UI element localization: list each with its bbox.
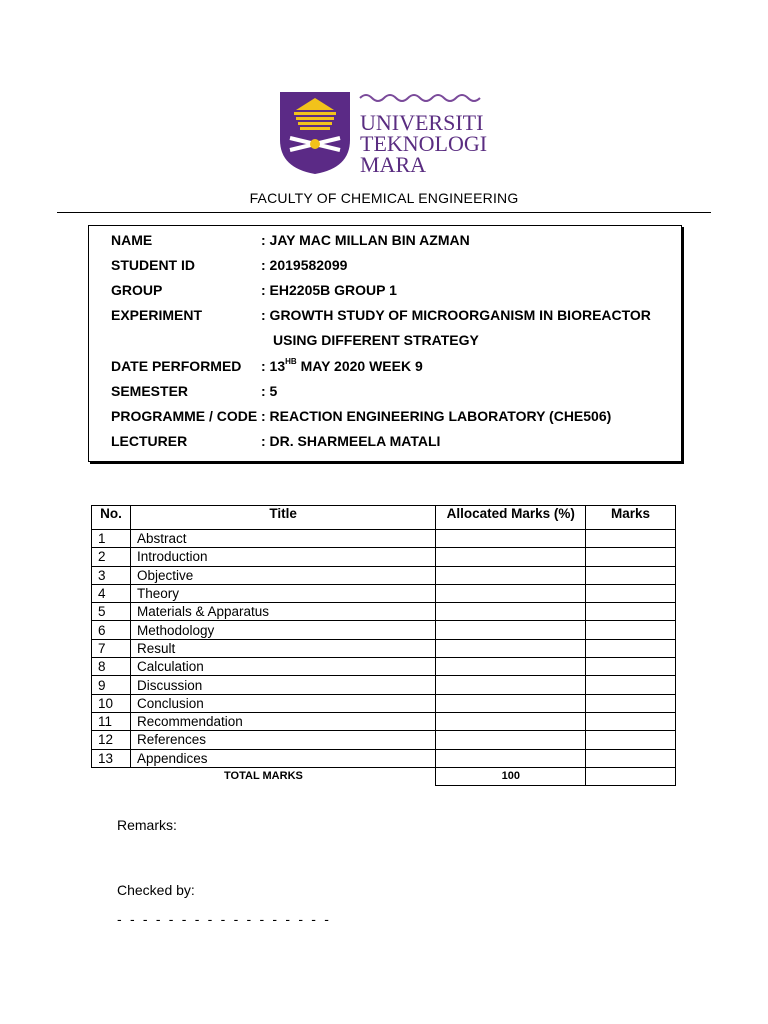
row-title: Methodology (130, 621, 435, 639)
row-title: Discussion (130, 676, 435, 694)
row-title: Conclusion (130, 694, 435, 712)
header-marks: Marks (586, 506, 676, 530)
row-title: Calculation (130, 658, 435, 676)
marks-table (91, 505, 676, 786)
row-number: 7 (92, 639, 131, 657)
row-number: 8 (92, 658, 131, 676)
row-allocated-marks-cell (436, 712, 586, 730)
row-marks-cell (586, 584, 676, 602)
row-allocated-marks-cell (436, 676, 586, 694)
info-label: PROGRAMME / CODE (111, 408, 258, 424)
info-value: USING DIFFERENT STRATEGY (273, 332, 479, 348)
row-allocated-marks-cell (436, 566, 586, 584)
row-title: Appendices (130, 749, 435, 767)
row-marks-cell (586, 530, 676, 548)
signature-line: - - - - - - - - - - - - - - - - - (117, 911, 332, 927)
row-number: 3 (92, 566, 131, 584)
row-title: References (130, 731, 435, 749)
info-value (261, 358, 423, 374)
student-info-box (88, 225, 682, 462)
table-row (92, 694, 676, 712)
row-allocated-marks-cell (436, 584, 586, 602)
table-row (92, 712, 676, 730)
info-value: : EH2205B GROUP 1 (261, 282, 397, 298)
table-row (92, 731, 676, 749)
remarks-label: Remarks: (117, 817, 177, 833)
row-number: 11 (92, 712, 131, 730)
row-marks-cell (586, 712, 676, 730)
info-label: GROUP (111, 282, 163, 298)
row-number: 13 (92, 749, 131, 767)
info-label: EXPERIMENT (111, 307, 203, 323)
row-number: 9 (92, 676, 131, 694)
total-marks-cell (586, 767, 676, 785)
svg-text:TEKNOLOGI: TEKNOLOGI (360, 131, 488, 156)
row-number: 1 (92, 530, 131, 548)
row-title: Materials & Apparatus (130, 603, 435, 621)
total-label: TOTAL MARKS (224, 770, 303, 783)
info-value: : 2019582099 (261, 257, 348, 273)
row-title: Result (130, 639, 435, 657)
info-value: : GROWTH STUDY OF MICROORGANISM IN BIOREACTOR (261, 307, 651, 323)
table-row (92, 584, 676, 602)
row-title: Abstract (130, 530, 435, 548)
header-allocated-marks: Allocated Marks (%) (436, 506, 586, 530)
row-marks-cell (586, 639, 676, 657)
info-label: STUDENT ID (111, 257, 195, 273)
row-allocated-marks-cell (436, 603, 586, 621)
row-marks-cell (586, 749, 676, 767)
faculty-title: FACULTY OF CHEMICAL ENGINEERING (249, 190, 519, 206)
row-number: 2 (92, 548, 131, 566)
row-number: 5 (92, 603, 131, 621)
row-title: Recommendation (130, 712, 435, 730)
table-row (92, 676, 676, 694)
table-row (92, 621, 676, 639)
info-value: : DR. SHARMEELA MATALI (261, 433, 441, 449)
divider (57, 212, 711, 213)
row-number: 4 (92, 584, 131, 602)
row-allocated-marks-cell (436, 548, 586, 566)
header-title: Title (130, 506, 435, 530)
table-header-row (92, 506, 676, 530)
table-row (92, 530, 676, 548)
svg-text:UNIVERSITI: UNIVERSITI (360, 110, 484, 135)
row-number: 6 (92, 621, 131, 639)
table-row (92, 548, 676, 566)
table-row (92, 658, 676, 676)
info-label: LECTURER (111, 433, 188, 449)
row-number: 12 (92, 731, 131, 749)
row-marks-cell (586, 566, 676, 584)
row-allocated-marks-cell (436, 658, 586, 676)
row-allocated-marks-cell (436, 749, 586, 767)
svg-text:MARA: MARA (360, 152, 427, 176)
row-title: Theory (130, 584, 435, 602)
info-value: : 5 (261, 383, 278, 399)
row-marks-cell (586, 603, 676, 621)
info-label: SEMESTER (111, 383, 189, 399)
row-allocated-marks-cell (436, 694, 586, 712)
uitm-logo (278, 88, 493, 176)
table-row (92, 749, 676, 767)
university-crest-icon (278, 88, 493, 176)
info-value: : JAY MAC MILLAN BIN AZMAN (261, 232, 470, 248)
row-allocated-marks-cell (436, 639, 586, 657)
row-title: Introduction (130, 548, 435, 566)
row-allocated-marks-cell (436, 731, 586, 749)
date-rest: MAY 2020 WEEK 9 (296, 358, 423, 374)
table-row (92, 566, 676, 584)
info-label: DATE PERFORMED (111, 358, 242, 374)
row-allocated-marks-cell (436, 530, 586, 548)
table-row (92, 603, 676, 621)
row-number: 10 (92, 694, 131, 712)
row-marks-cell (586, 731, 676, 749)
row-allocated-marks-cell (436, 621, 586, 639)
date-suffix: HB (285, 357, 297, 366)
row-marks-cell (586, 548, 676, 566)
total-value: 100 (436, 767, 586, 785)
row-marks-cell (586, 676, 676, 694)
row-marks-cell (586, 621, 676, 639)
row-title: Objective (130, 566, 435, 584)
info-value: : REACTION ENGINEERING LABORATORY (CHE506) (261, 408, 612, 424)
row-marks-cell (586, 694, 676, 712)
header-no: No. (92, 506, 131, 530)
info-label: NAME (111, 232, 153, 248)
row-marks-cell (586, 658, 676, 676)
date-day: : 13 (261, 358, 286, 374)
total-row (92, 767, 676, 785)
table-row (92, 639, 676, 657)
checked-by-label: Checked by: (117, 882, 195, 898)
